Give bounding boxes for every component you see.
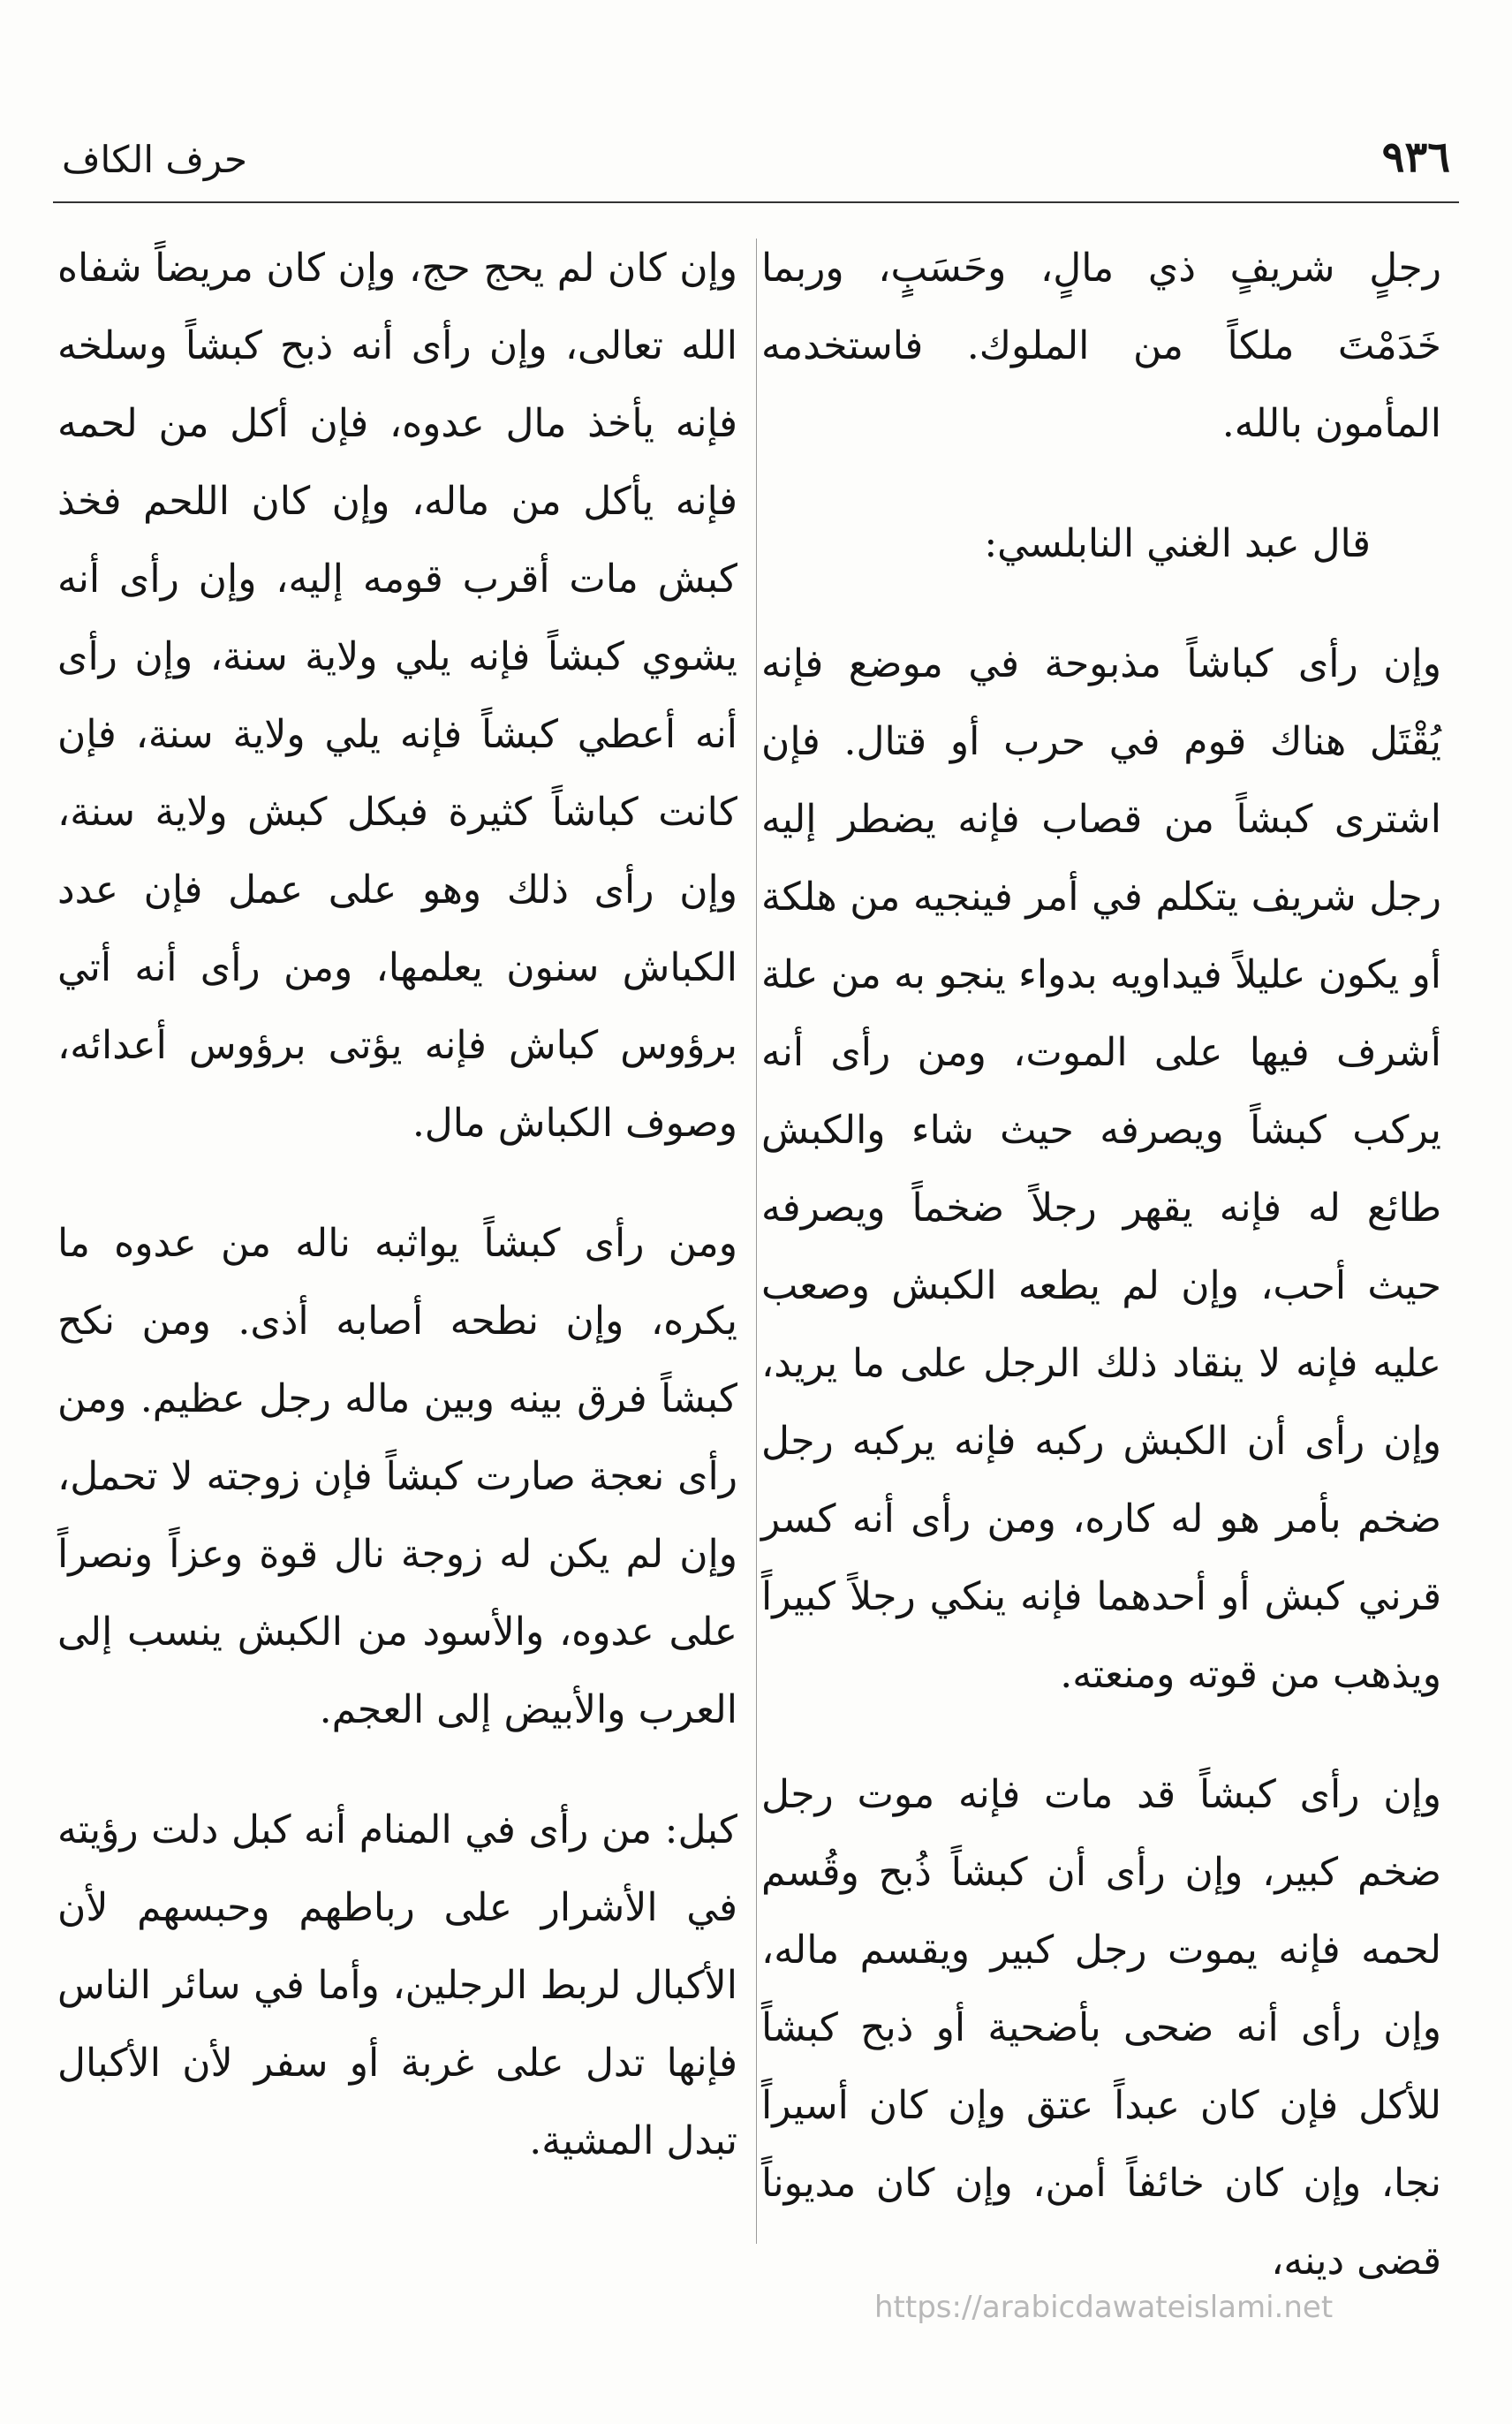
section-heading: قال عبد الغني النابلسي: — [984, 521, 1371, 566]
left-column — [57, 230, 737, 2223]
paragraph: ومن رأى كبشاً يواثبه ناله من عدوه ما يكره، وإن نطحه أصابه أذى. ومن نكح كبشاً فرق بينه وبين ماله رجل عظيم. ومن رأى نعجة صارت كبشاً فإن زوجته لا تحمل، وإن لم يكن له زوجة نال قوة وعزاً ونصراً على عدوه، والأسود من الكبش ينسب إلى العرب والأبيض إلى العجم. — [57, 1221, 737, 1732]
running-head: حرف الكاف — [62, 138, 248, 181]
right-column — [761, 230, 1441, 2343]
watermark-url: https://arabicdawateislami.net — [874, 2290, 1334, 2325]
paragraph: كبل: من رأى في المنام أنه كبل دلت رؤيته في الأشرار على رباطهم وحبسهم لأن الأكبال لربط الرجلين، وأما في سائر الناس فإنها تدل على غربة أو سفر لأن الأكبال تبدل المشية. — [57, 1807, 737, 2163]
paragraph: وإن رأى كبشاً قد مات فإنه موت رجل ضخم كبير، وإن رأى أن كبشاً ذُبح وقُسم لحمه فإنه يموت رجل كبير ويقسم ماله، وإن رأى أنه ضحى بأضحية أو ذبح كبشاً للأكل فإن كان عبداً عتق وإن كان أسيراً نجا، وإن كان خائفاً أمن، وإن كان مديوناً قضى دينه، — [761, 1772, 1441, 2284]
page-number: ٩٣٦ — [1381, 133, 1450, 182]
paragraph: رجلٍ شريفٍ ذي مالٍ، وحَسَبٍ، وربما خَدَمْتَ ملكاً من الملوك. فاستخدمه المأمون بالله. — [761, 246, 1441, 446]
paragraph: وإن كان لم يحج حج، وإن كان مريضاً شفاه الله تعالى، وإن رأى أنه ذبح كبشاً وسلخه فإنه يأخذ مال عدوه، فإن أكل من لحمه فإنه يأكل من ماله، وإن كان اللحم فخذ كبش مات أقرب قومه إليه، وإن رأى أنه يشوي كبشاً فإنه يلي ولاية سنة، وإن رأى أنه أعطي كبشاً فإنه يلي ولاية سنة، فإن كانت كباشاً كثيرة فبكل كبش ولاية سنة، وإن رأى ذلك وهو على عمل فإن عدد الكباش سنون يعلمها، ومن رأى أنه أتي برؤوس كباش فإنه يؤتى برؤوس أعدائه، وصوف الكباش مال. — [57, 246, 737, 1146]
paragraph: وإن رأى كباشاً مذبوحة في موضع فإنه يُقْتَل هناك قوم في حرب أو قتال. فإن اشترى كبشاً من قصاب فإنه يضطر إليه رجل شريف يتكلم في أمر فينجيه من هلكة أو يكون عليلاً فيداويه بدواء ينجو به من علة أشرف فيها على الموت، ومن رأى أنه يركب كبشاً ويصرفه حيث شاء والكبش طائع له فإنه يقهر رجلاً ضخماً ويصرفه حيث أحب، وإن لم يطعه الكبش وصعب عليه فإنه لا ينقاد ذلك الرجل على ما يريد، وإن رأى أن الكبش ركبه فإنه يركبه رجل ضخم بأمر هو له كاره، ومن رأى أنه كسر قرني كبش أو أحدهما فإنه ينكي رجلاً كبيراً ويذهب من قوته ومنعته. — [761, 641, 1441, 1697]
page-header — [62, 133, 1450, 203]
header-rule — [53, 201, 1459, 203]
column-divider — [756, 239, 757, 2244]
